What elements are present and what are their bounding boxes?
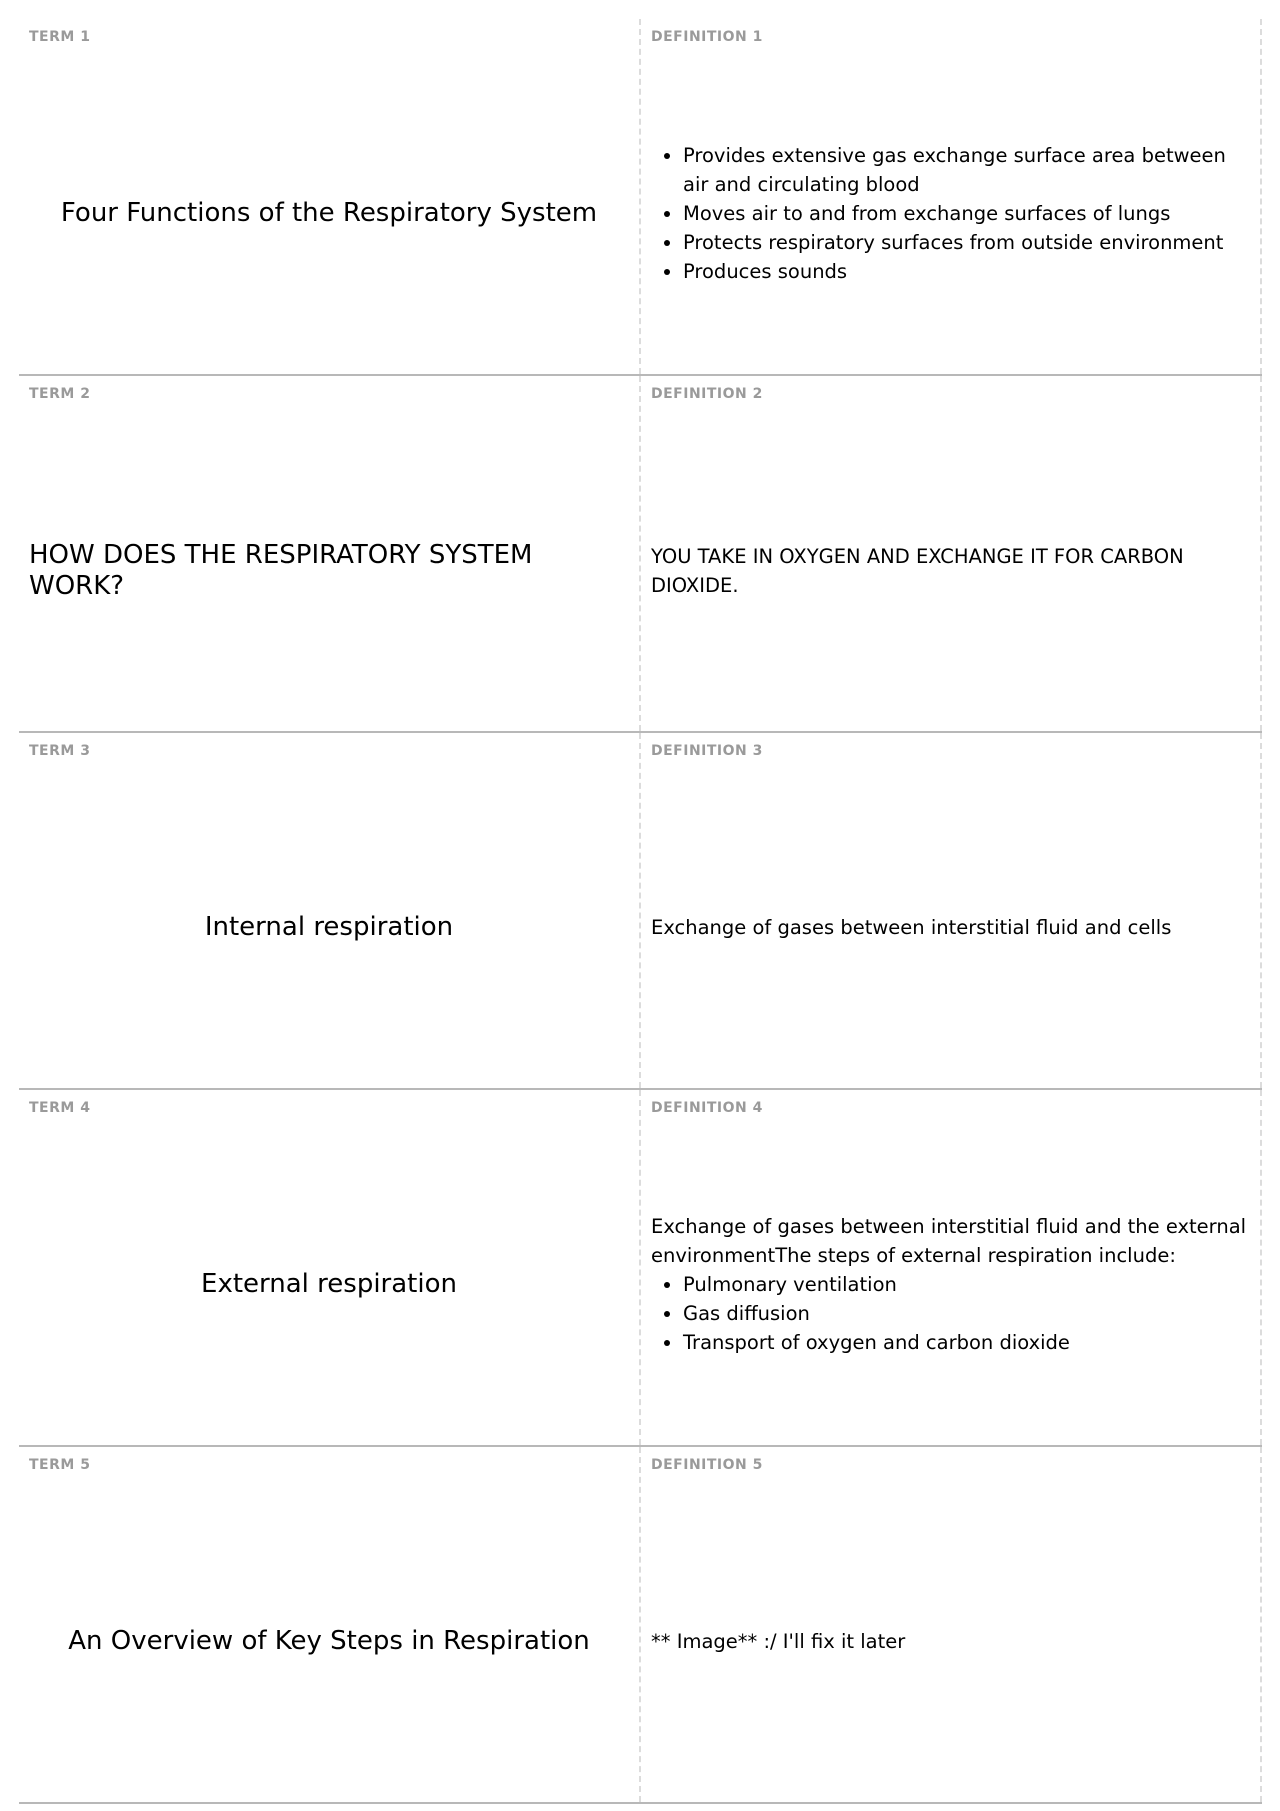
definition-paragraph: Exchange of gases between interstitial fluid and the external environmentThe steps of external respiration include:: [651, 1215, 1247, 1267]
definition-list-item: • Provides extensive gas exchange surface area between air and circulating blood: [683, 141, 1250, 199]
term-label: TERM 3: [29, 743, 91, 759]
definition-text: [651, 542, 1250, 600]
definition-text: [651, 1627, 1250, 1656]
definition-label: DEFINITION 5: [651, 1457, 763, 1473]
definition-cell: [641, 1090, 1262, 1445]
term-text: An Overview of Key Steps in Respiration: [68, 1626, 590, 1656]
definition-paragraph: Exchange of gases between interstitial fluid and cells: [651, 916, 1172, 939]
term-label: TERM 2: [29, 386, 91, 402]
definition-list-item: • Protects respiratory surfaces from outside environment: [683, 228, 1250, 257]
term-cell: [19, 19, 641, 374]
definition-list: [651, 1270, 1250, 1357]
definition-label: DEFINITION 3: [651, 743, 763, 759]
term-label: TERM 1: [29, 29, 91, 45]
definition-label: DEFINITION 4: [651, 1100, 763, 1116]
definition-label: DEFINITION 1: [651, 29, 763, 45]
definition-list-item: • Gas diffusion: [683, 1299, 1250, 1328]
term-cell: [19, 376, 641, 731]
flashcard-row: [19, 1090, 1262, 1447]
definition-cell: [641, 376, 1262, 731]
flashcard-row: [19, 19, 1262, 376]
definition-text: [651, 1212, 1250, 1357]
term-cell: [19, 733, 641, 1088]
term-cell: [19, 1447, 641, 1802]
term-text: Internal respiration: [204, 912, 454, 942]
definition-list-item: • Transport of oxygen and carbon dioxide: [683, 1328, 1250, 1357]
term-text: HOW DOES THE RESPIRATORY SYSTEM WORK?: [29, 539, 533, 601]
term-text: External respiration: [201, 1269, 457, 1299]
term-label: TERM 5: [29, 1457, 91, 1473]
definition-cell: [641, 19, 1262, 374]
term-cell: [19, 1090, 641, 1445]
flashcard-row: [19, 1447, 1262, 1804]
flashcard-row: [19, 733, 1262, 1090]
definition-text: [651, 913, 1250, 942]
term-label: TERM 4: [29, 1100, 91, 1116]
flashcard-row: [19, 376, 1262, 733]
definition-list-item: • Produces sounds: [683, 257, 1250, 286]
definition-label: DEFINITION 2: [651, 386, 763, 402]
definition-list-item: • Moves air to and from exchange surfaces of lungs: [683, 199, 1250, 228]
definition-list: [651, 141, 1250, 286]
definition-text: [651, 141, 1250, 286]
term-text: Four Functions of the Respiratory System: [60, 198, 598, 228]
definition-paragraph: YOU TAKE IN OXYGEN AND EXCHANGE IT FOR CARBON DIOXIDE.: [651, 544, 1184, 597]
flashcard-sheet: [19, 19, 1262, 1804]
definition-cell: [641, 1447, 1262, 1802]
definition-list-item: • Pulmonary ventilation: [683, 1270, 1250, 1299]
definition-cell: [641, 733, 1262, 1088]
definition-paragraph: ** Image** :/ I'll fix it later: [651, 1630, 906, 1653]
